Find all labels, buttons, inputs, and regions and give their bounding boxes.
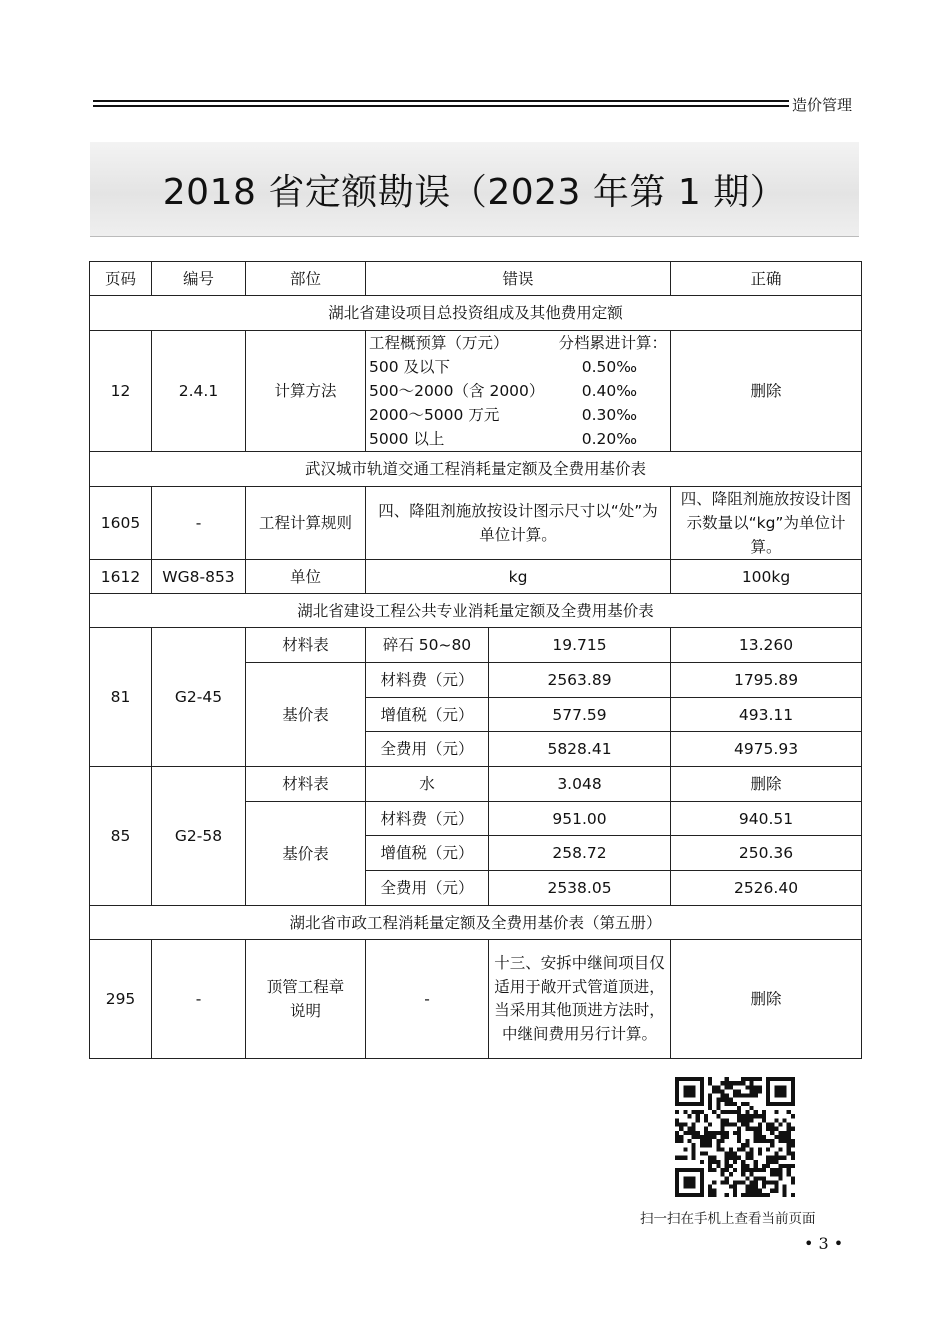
fee-tier-list (366, 331, 671, 452)
page-title: 2018 省定额勘误（2023 年第 1 期） (162, 172, 787, 213)
page-number: • 3 • (804, 1234, 844, 1253)
title-band (90, 142, 859, 237)
table-row: 基价表 材料费（元） 2563.89 1795.89 (90, 663, 862, 698)
section-row: 湖北省市政工程消耗量定额及全费用基价表（第五册） (90, 906, 862, 940)
fee-tier-line: 工程概预算（万元） 分档累进计算： (369, 334, 668, 352)
fee-tier-line: 2000～5000 万元 0.30‰ (369, 406, 638, 424)
table-row: 全费用（元） 2538.05 2526.40 (90, 871, 862, 906)
table-row: 295 - 顶管工程章说明 - 十三、安拆中继间项目仅适用于敞开式管道顶进，当采用其他顶进方法时，中继间费用另行计算。 删除 (90, 940, 862, 1059)
section-row: 武汉城市轨道交通工程消耗量定额及全费用基价表 (90, 452, 862, 487)
section-row: 湖北省建设项目总投资组成及其他费用定额 (90, 296, 862, 331)
section-row: 湖北省建设工程公共专业消耗量定额及全费用基价表 (90, 594, 862, 628)
section-label: 造价管理 (792, 96, 853, 114)
table-row: 1612 WG8-853 单位 kg 100kg (90, 560, 862, 594)
header-rule (93, 100, 789, 108)
table-row: 81 G2-45 材料表 碎石 50~80 19.715 13.260 (90, 628, 862, 663)
table-row: 12 2.4.1 计算方法 工程概预算（万元） 分档累进计算： 500 及以下 0.50‰ 500～2000（含 2000） 0.40‰ 2000～5000 万元 0.30‰ 5000 以上 0.20‰ 删除 (90, 331, 862, 452)
header-correct: 正确 (671, 262, 862, 296)
table-row: 85 G2-58 材料表 水 3.048 删除 (90, 767, 862, 802)
qr-code (675, 1077, 795, 1197)
table-row: 基价表 材料费（元） 951.00 940.51 (90, 802, 862, 836)
qr-caption: 扫一扫在手机上查看当前页面 (640, 1211, 816, 1227)
table-row: 1605 - 工程计算规则 四、降阻剂施放按设计图示尺寸以“处”为单位计算。 四、降阻剂施放按设计图示数量以“kg”为单位计算。 (90, 487, 862, 560)
header-wrong: 错误 (366, 262, 671, 296)
table-header-row (90, 262, 862, 296)
table-row: 全费用（元） 5828.41 4975.93 (90, 732, 862, 767)
header-page: 页码 (90, 262, 152, 296)
errata-table (89, 261, 862, 1059)
fee-tier-line: 500～2000（含 2000） 0.40‰ (369, 382, 638, 400)
table-row: 增值税（元） 258.72 250.36 (90, 836, 862, 871)
fee-tier-line: 500 及以下 0.50‰ (369, 358, 638, 376)
header-part: 部位 (246, 262, 366, 296)
table-row: 增值税（元） 577.59 493.11 (90, 698, 862, 732)
fee-tier-line: 5000 以上 0.20‰ (369, 430, 638, 448)
header-code: 编号 (152, 262, 246, 296)
